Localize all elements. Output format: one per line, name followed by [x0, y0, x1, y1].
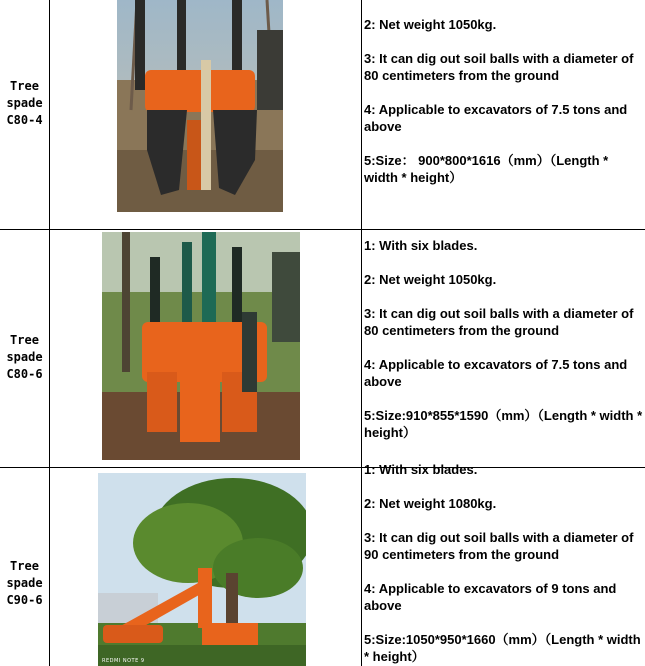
tree-spade-c80-6-photo [102, 232, 300, 460]
spec-item: 4: Applicable to excavators of 9 tons and above [364, 581, 617, 613]
product-name [0, 78, 49, 129]
product-name-line: Tree [10, 79, 39, 93]
spec-item: 3: It can dig out soil balls with a diameter of 90 centimeters from the ground [364, 530, 634, 562]
tree-spade-illustration [117, 0, 283, 212]
tree-spade-c80-4-photo [117, 0, 283, 212]
table-row [0, 0, 645, 229]
spec-item: 5:Size:1050*950*1660（mm）（Length * width * height） [364, 632, 641, 664]
spec-item: 3: It can dig out soil balls with a diameter of 80 centimeters from the ground [364, 51, 634, 83]
tree-spade-illustration [102, 232, 300, 460]
spec-item: 5:Size： 900*800*1616（mm）（Length * width * height） [364, 153, 609, 185]
tree-spade-c90-6-photo [98, 473, 306, 666]
spec-item: 2: Net weight 1050kg. [364, 17, 497, 32]
tree-spade-illustration [98, 473, 306, 666]
spec-list [364, 16, 645, 229]
product-name-line: Tree [10, 333, 39, 347]
spec-item: 2: Net weight 1050kg. [364, 272, 497, 287]
product-name [0, 332, 49, 383]
spec-item: 1: With six blades. [364, 462, 478, 477]
product-name-line: C90-6 [6, 593, 43, 607]
spec-item: 4: Applicable to excavators of 7.5 tons and above [364, 357, 628, 389]
product-name-line: spade [6, 350, 43, 364]
table-row [0, 230, 645, 467]
spec-list [364, 237, 645, 467]
spec-item: 3: It can dig out soil balls with a diameter of 80 centimeters from the ground [364, 306, 634, 338]
table-row [0, 462, 645, 666]
spec-item: 4: Applicable to excavators of 7.5 tons and above [364, 102, 628, 134]
spec-list [364, 461, 645, 666]
spec-item: 1: With six blades. [364, 238, 478, 253]
product-name-line: Tree [10, 559, 39, 573]
product-name-line: C80-4 [6, 113, 43, 127]
product-name [0, 558, 49, 609]
spec-item: 5:Size:910*855*1590（mm）（Length * width * height） [364, 408, 643, 440]
camera-watermark: REDMI NOTE 9 [102, 658, 145, 664]
product-name-line: spade [6, 576, 43, 590]
spec-item: 2: Net weight 1080kg. [364, 496, 497, 511]
product-name-line: C80-6 [6, 367, 43, 381]
product-name-line: spade [6, 96, 43, 110]
